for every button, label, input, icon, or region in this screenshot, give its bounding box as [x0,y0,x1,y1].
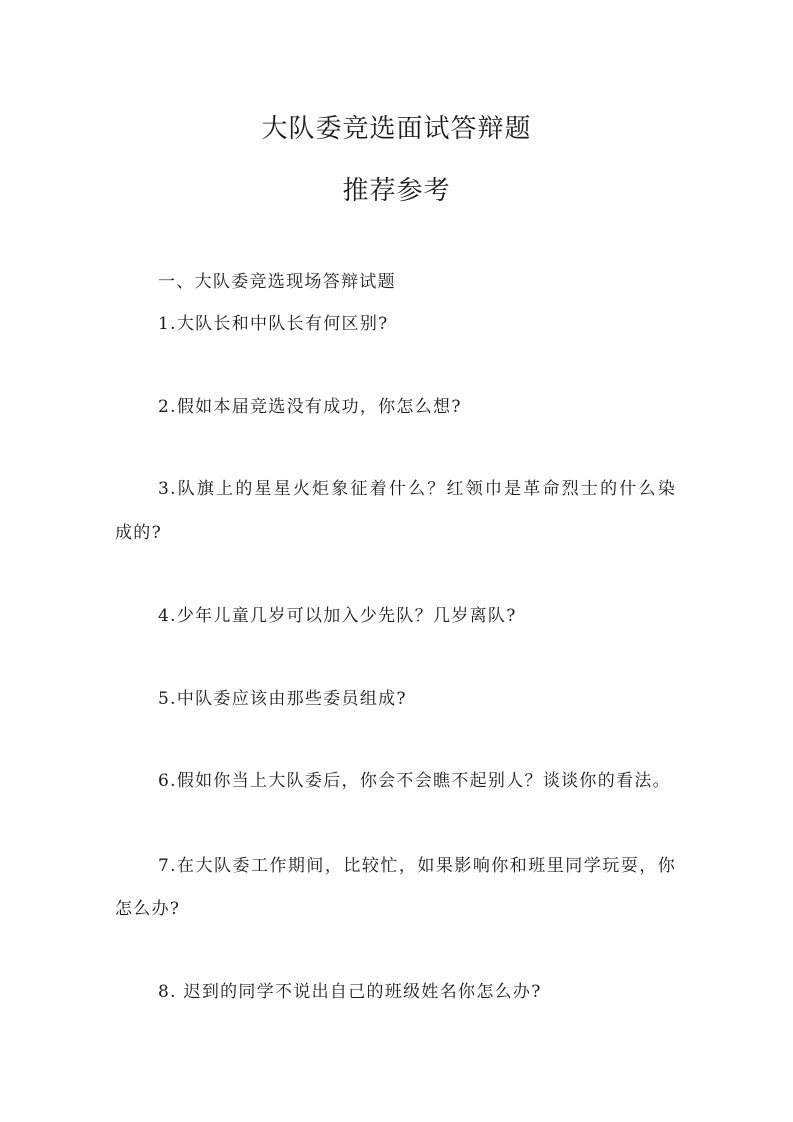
question-5: 5.中队委应该由那些委员组成? [158,689,407,709]
section-heading: 一、大队委竞选现场答辩试题 [158,272,396,292]
question-6: 6.假如你当上大队委后，你会不会瞧不起别人？谈谈你的看法。 [158,771,671,791]
question-4: 4.少年儿童几岁可以加入少先队？几岁离队? [158,606,517,626]
question-3: 3.队旗上的星星火炬象征着什么？红领巾是革命烈士的什么染 [158,479,676,499]
document-title: 大队委竞选面试答辩题 [261,114,532,144]
question-2: 2.假如本届竞选没有成功，你怎么想? [158,397,462,417]
question-7-continued: 怎么办? [115,899,181,919]
question-3-continued: 成的? [115,523,163,543]
question-7: 7.在大队委工作期间，比较忙，如果影响你和班里同学玩耍，你 [158,856,676,876]
document-subtitle: 推荐参考 [342,176,451,206]
question-1: 1.大队长和中队长有何区别? [158,314,389,334]
question-8: 8. 迟到的同学不说出自己的班级姓名你怎么办? [158,982,542,1002]
